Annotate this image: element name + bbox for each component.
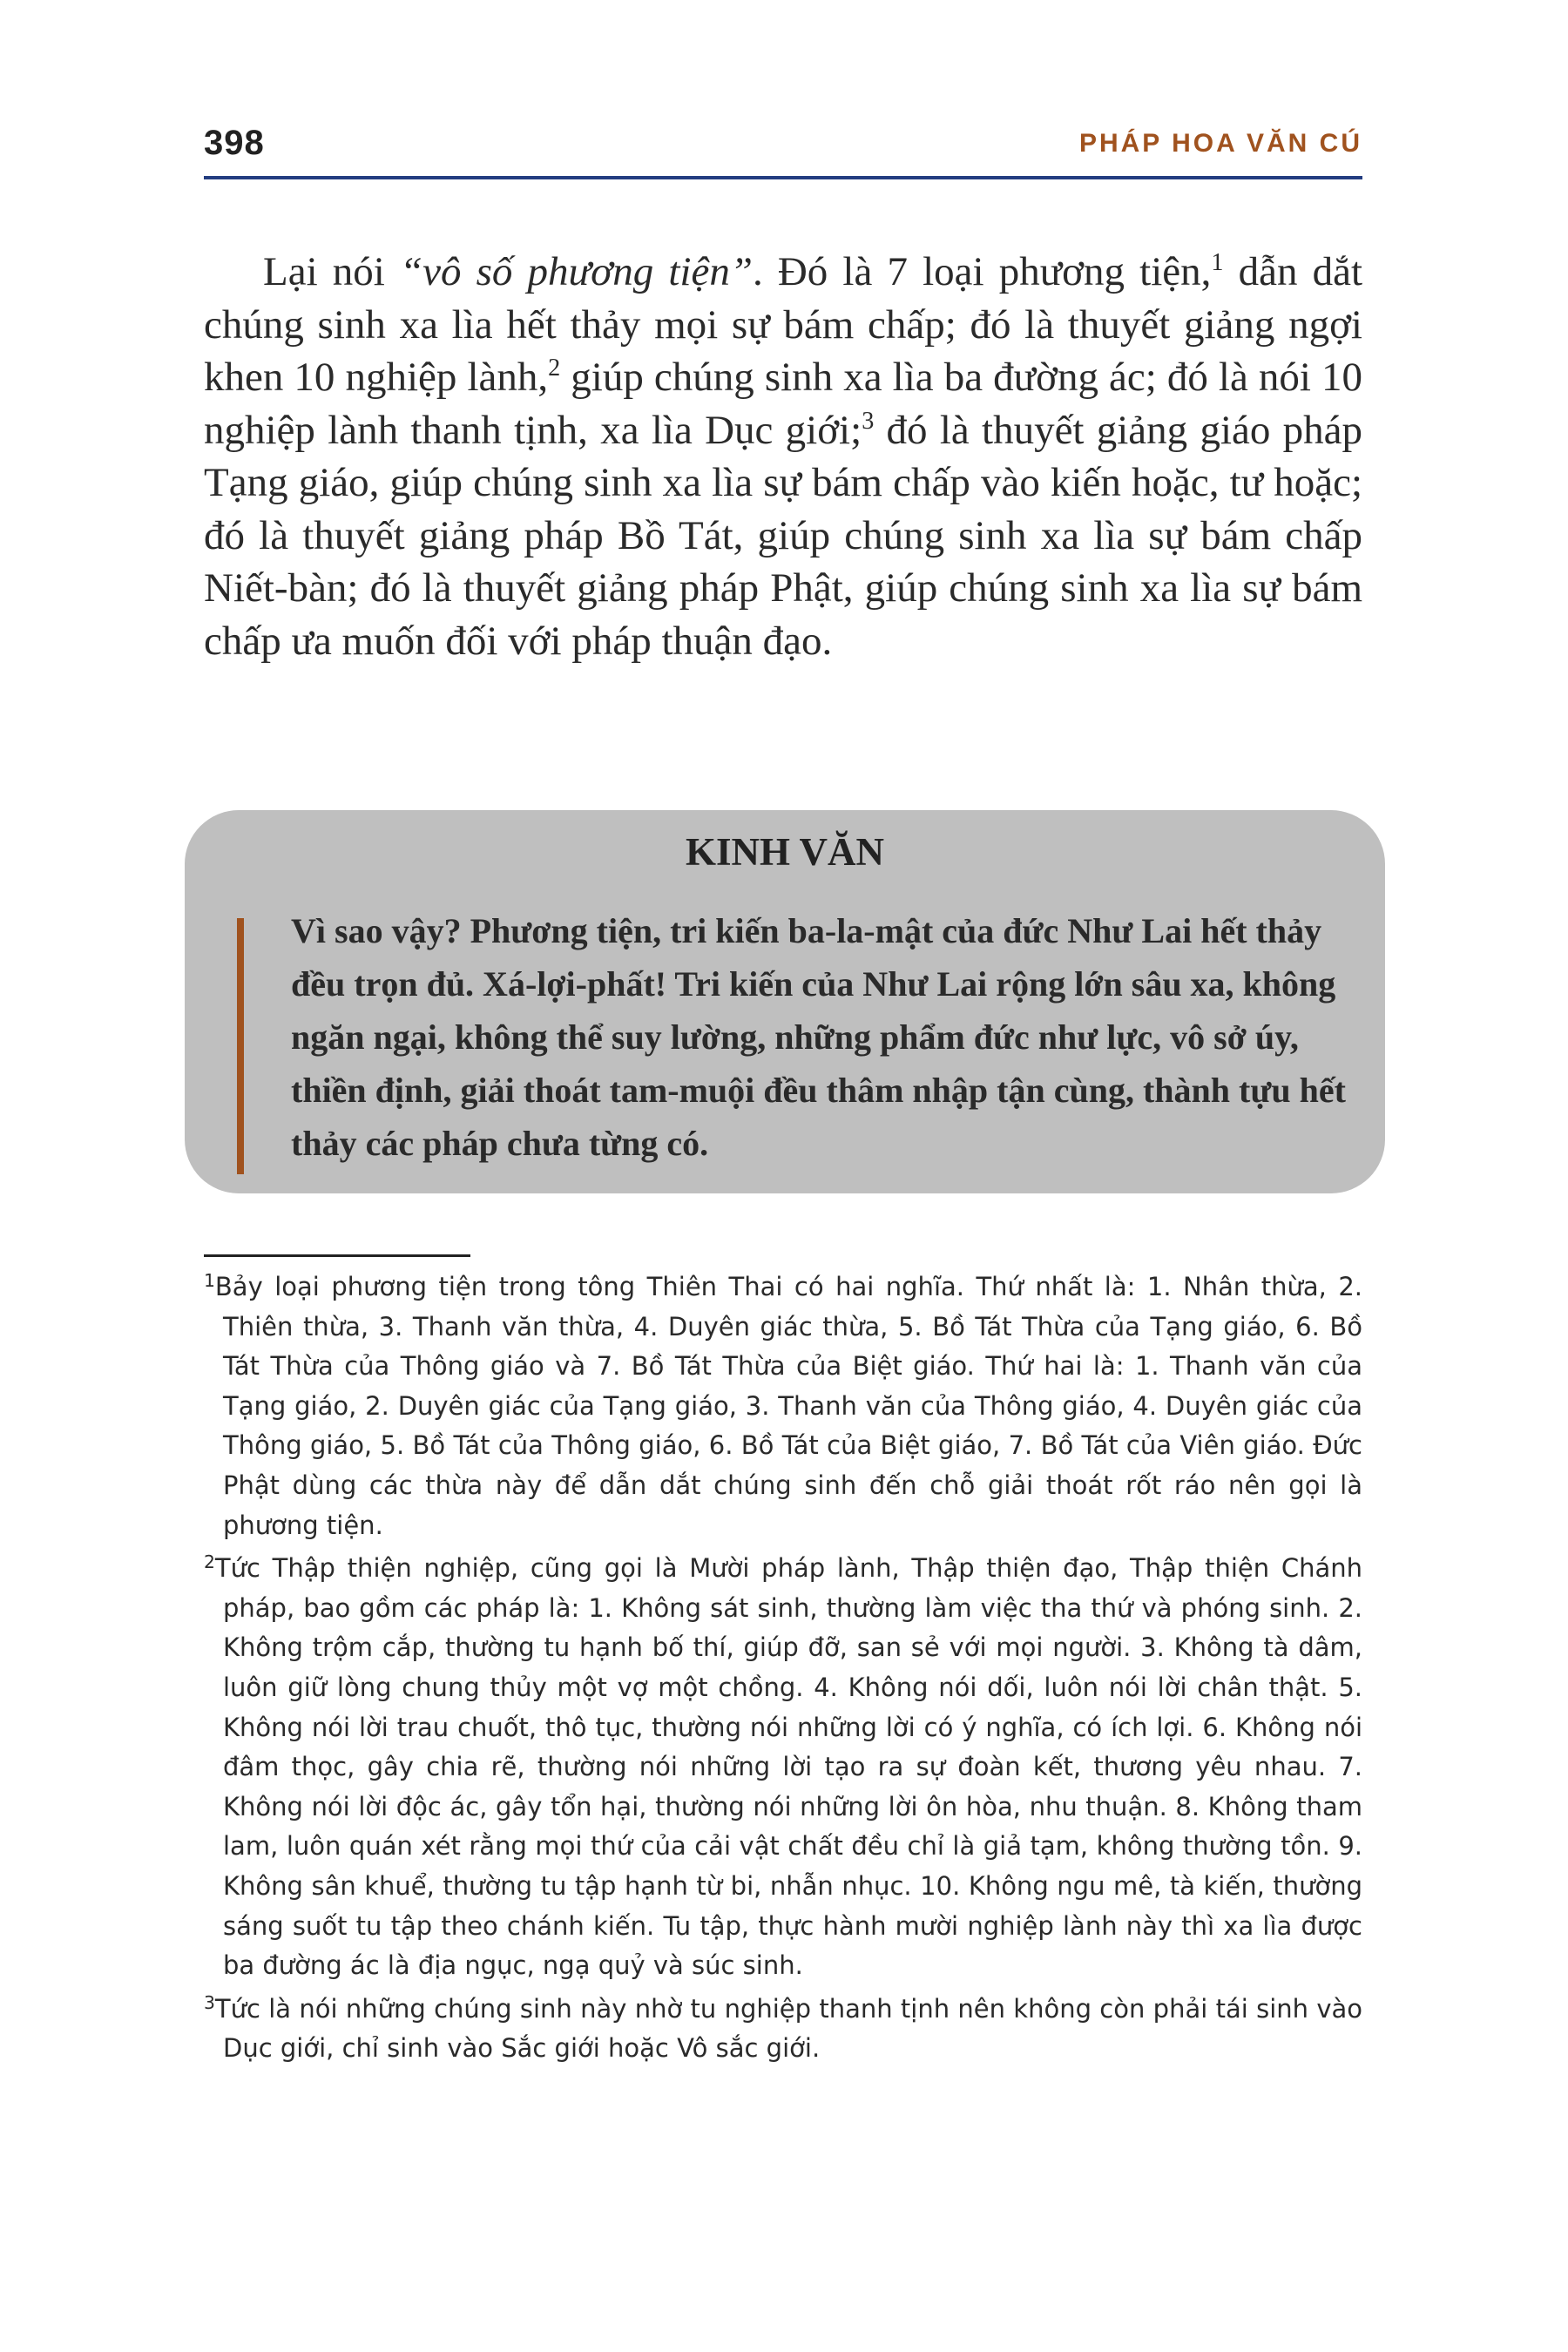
page-header xyxy=(204,124,1362,176)
scripture-box xyxy=(185,810,1385,1193)
footnote-ref-2[interactable]: 2 xyxy=(548,355,561,382)
footnote-text: Tức là nói những chúng sinh này nhờ tu nghiệp thanh tịnh nên không còn phải tái sinh vào Dục giới, chỉ sinh vào Sắc giới hoặc Vô sắc giới. xyxy=(214,1993,1362,2064)
body-segment-3: giúp chúng sinh xa lìa ba đường ác; đó là nói 10 nghiệp lành thanh tịnh, xa lìa Dục giới; xyxy=(204,355,1362,453)
scripture-accent-bar xyxy=(237,918,244,1174)
footnote-2 xyxy=(204,1549,1362,1986)
footnote-number: 1 xyxy=(204,1269,215,1291)
header-rule xyxy=(204,176,1362,179)
intro-text: Lại nói xyxy=(263,249,400,294)
body-text xyxy=(204,246,1362,667)
page-number: 398 xyxy=(204,124,265,162)
footnote-3 xyxy=(204,1990,1362,2069)
footnote-rule xyxy=(204,1254,470,1257)
body-segment-2: dẫn dắt chúng sinh xa lìa hết thảy mọi sự bám chấp; đó là thuyết giảng ngợi khen 10 nghiệp lành, xyxy=(204,249,1363,400)
footnote-number: 2 xyxy=(204,1551,215,1573)
scripture-title: KINH VĂN xyxy=(686,830,884,874)
footnote-text: Tức Thập thiện nghiệp, cũng gọi là Mười pháp lành, Thập thiện đạo, Thập thiện Chánh pháp, bao gồm các pháp là: 1. Không sát sinh, thường làm việc tha thứ và phóng sinh. 2. Không trộm cắp, thường tu hạnh bố thí, giúp đỡ, san sẻ với mọi người. 3. Không tà dâm, luôn giữ lòng chung thủy một vợ một chồng. 4. Không nói dối, luôn nói lời chân thật. 5. Không nói lời trau chuốt, thô tục, thường nói những lời có ý nghĩa, có ích lợi. 6. Không nói đâm thọc, gây chia rẽ, thường nói những lời tạo ra sự đoàn kết, thương yêu nhau. 7. Không nói lời độc ác, gây tổn hại, thường nói những lời ôn hòa, nhu thuận. 8. Không tham lam, luôn quán xét rằng mọi thứ của cải vật chất đều chỉ là giả tạm, không thường tồn. 9. Không sân khuể, thường tu tập hạnh từ bi, nhẫn nhục. 10. Không ngu mê, tà kiến, thường sáng suốt tu tập theo chánh kiến. Tu tập, thực hành mười nghiệp lành này thì xa lìa được ba đường ác là địa ngục, ngạ quỷ và súc sinh. xyxy=(214,1553,1362,1981)
body-segment-4: đó là thuyết giảng giáo pháp Tạng giáo, giúp chúng sinh xa lìa sự bám chấp vào kiến hoặc, tư hoặc; đó là thuyết giảng pháp Bồ Tát, giúp chúng sinh xa lìa sự bám chấp Niết-bàn; đó là thuyết giảng pháp Phật, giúp chúng sinh xa lìa sự bám chấp ưa muốn đối với pháp thuận đạo. xyxy=(204,407,1362,664)
body-paragraph xyxy=(204,246,1362,667)
running-title: PHÁP HOA VĂN CÚ xyxy=(1078,129,1362,158)
scripture-text: Vì sao vậy? Phương tiện, tri kiến ba-la-mật của đức Như Lai hết thảy đều trọn đủ. Xá-lợi-phất! Tri kiến của Như Lai rộng lớn sâu xa, không ngăn ngại, không thể suy lường, những phẩm đức như lực, vô sở úy, thiền định, giải thoát tam-muội đều thâm nhập tận cùng, thành tựu hết thảy các pháp chưa từng có. xyxy=(291,911,1346,1163)
body-segment-1: . Đó là 7 loại phương tiện, xyxy=(752,249,1212,294)
footnote-ref-3[interactable]: 3 xyxy=(862,407,875,435)
footnotes xyxy=(204,1267,1362,2072)
footnote-ref-1[interactable]: 1 xyxy=(1211,249,1224,277)
footnote-text: Bảy loại phương tiện trong tông Thiên Thai có hai nghĩa. Thứ nhất là: 1. Nhân thừa, 2. Thiên thừa, 3. Thanh văn thừa, 4. Duyên giác thừa, 5. Bồ Tát Thừa của Tạng giáo, 6. Bồ Tát Thừa của Thông giáo và 7. Bồ Tát Thừa của Biệt giáo. Thứ hai là: 1. Thanh văn của Tạng giáo, 2. Duyên giác của Tạng giáo, 3. Thanh văn của Thông giáo, 4. Duyên giác của Thông giáo, 5. Bồ Tát của Thông giáo, 6. Bồ Tát của Biệt giáo, 7. Bồ Tát của Viên giáo. Đức Phật dùng các thừa này để dẫn dắt chúng sinh đến chỗ giải thoát rốt ráo nên gọi là phương tiện. xyxy=(214,1272,1362,1540)
quoted-phrase: “vô số phương tiện” xyxy=(399,249,753,294)
footnote-1 xyxy=(204,1267,1362,1545)
footnote-number: 3 xyxy=(204,1991,215,2013)
